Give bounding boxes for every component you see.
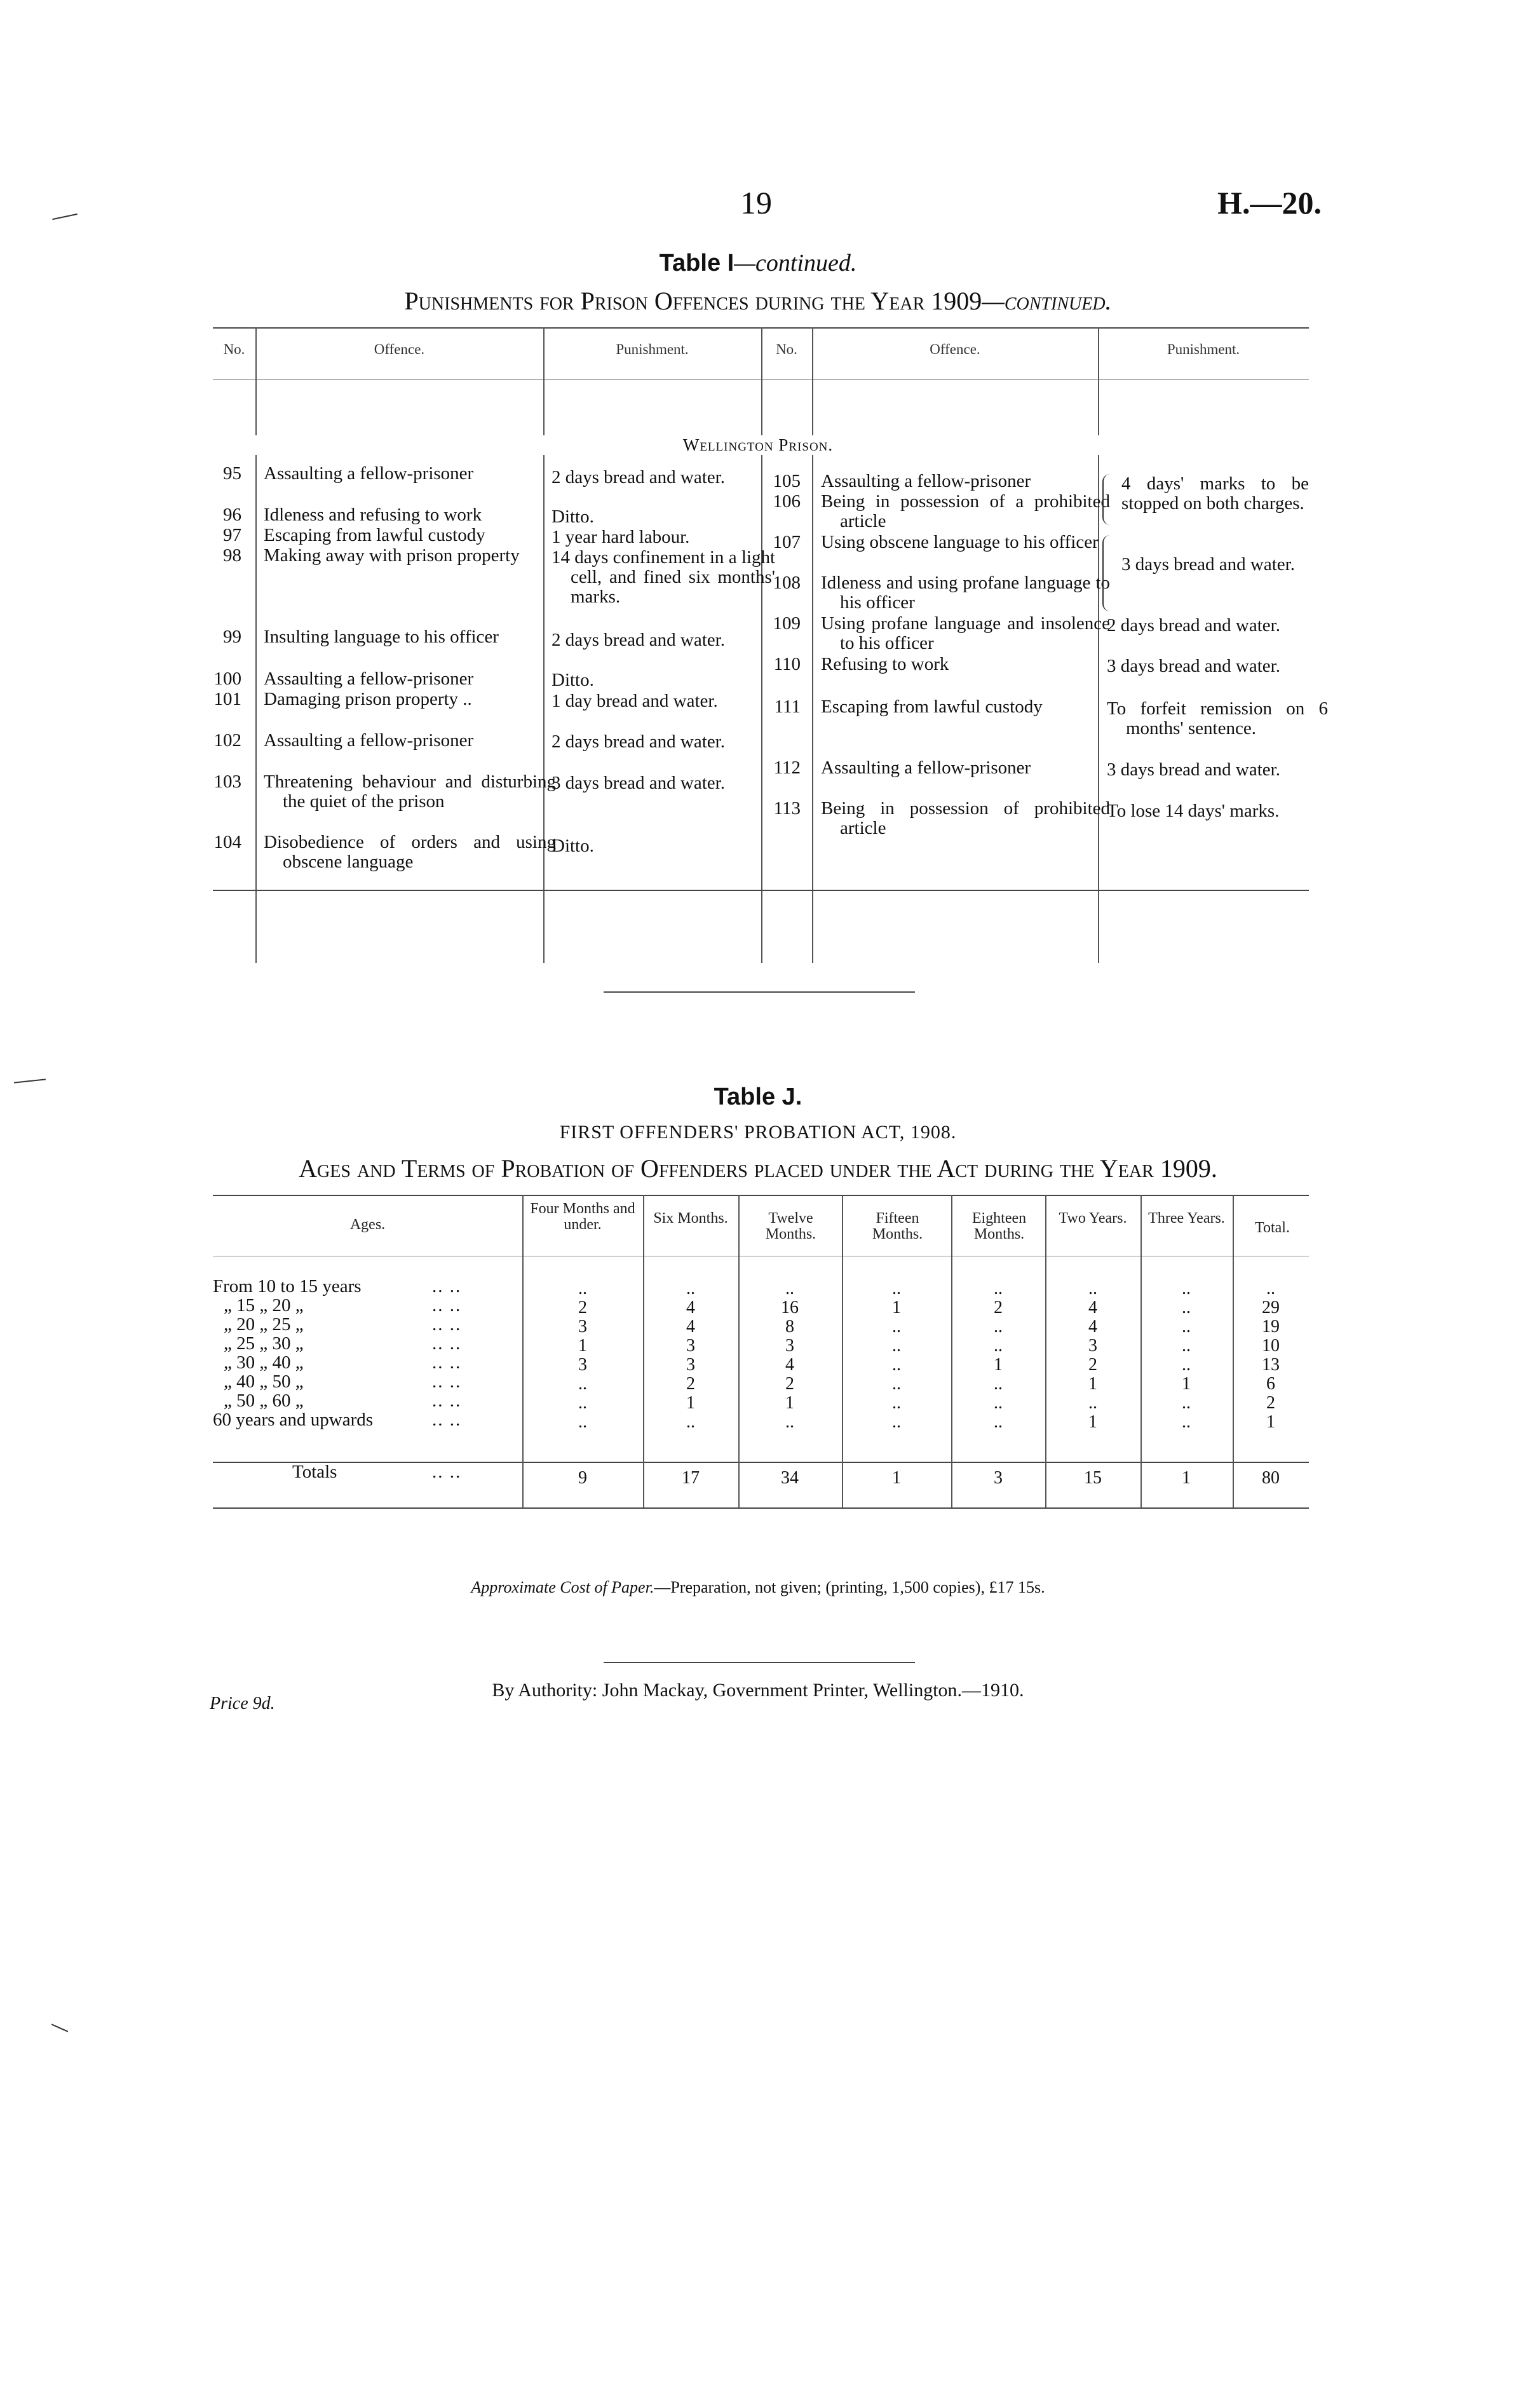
brace-mark bbox=[1102, 535, 1110, 611]
value-cell: 13 bbox=[1262, 1355, 1280, 1375]
punishment-cell: Ditto. bbox=[552, 507, 594, 527]
value-cell: 4 bbox=[686, 1298, 695, 1317]
table-j-divider bbox=[1233, 1195, 1234, 1507]
value-cell: .. bbox=[1182, 1317, 1191, 1337]
row-number: 96 bbox=[223, 505, 241, 525]
col-header-fifteen-months: Fifteen Months. bbox=[872, 1210, 923, 1242]
separator-rule bbox=[604, 991, 915, 993]
age-label: „ 30 „ 40 „ bbox=[224, 1352, 304, 1373]
section-heading: Wellington Prison. bbox=[0, 435, 1516, 455]
leader-dots: .. .. bbox=[432, 1295, 462, 1316]
value-cell: .. bbox=[1182, 1279, 1191, 1298]
value-cell: .. bbox=[892, 1374, 901, 1394]
col-header-no: No. bbox=[223, 341, 245, 357]
total-cell: 1 bbox=[892, 1468, 901, 1488]
age-label: „ 15 „ 20 „ bbox=[224, 1295, 304, 1316]
table-j-divider bbox=[738, 1195, 740, 1507]
row-number: 113 bbox=[773, 798, 801, 819]
value-cell: 10 bbox=[1262, 1336, 1280, 1356]
value-cell: .. bbox=[1182, 1336, 1191, 1356]
leader-dots: .. .. bbox=[432, 1410, 462, 1430]
value-cell: .. bbox=[578, 1412, 587, 1432]
value-cell: 1 bbox=[1182, 1374, 1191, 1394]
col-header-offence: Offence. bbox=[930, 341, 980, 357]
row-number: 109 bbox=[773, 613, 801, 634]
scan-mark bbox=[51, 2024, 68, 2032]
punishment-cell: 2 days bread and water. bbox=[1107, 615, 1280, 636]
age-label: 60 years and upwards bbox=[213, 1410, 374, 1430]
value-cell: 4 bbox=[785, 1355, 794, 1375]
col-header-four-months: Four Months and under. bbox=[530, 1201, 635, 1233]
value-cell: .. bbox=[1266, 1279, 1275, 1298]
total-cell: 1 bbox=[1182, 1468, 1191, 1488]
value-cell: 3 bbox=[686, 1336, 695, 1356]
offence-cell: Being in possession of prohibited article bbox=[821, 798, 1110, 838]
scan-mark bbox=[14, 1078, 46, 1083]
leader-dots: .. .. bbox=[432, 1371, 462, 1392]
leader-dots: .. .. bbox=[432, 1462, 462, 1482]
table-j-title: Table J. bbox=[714, 1084, 802, 1110]
punishment-cell: 2 days bread and water. bbox=[552, 731, 725, 752]
col-header-three-years: Three Years. bbox=[1148, 1210, 1225, 1227]
row-number: 95 bbox=[223, 463, 241, 484]
value-cell: .. bbox=[994, 1374, 1003, 1394]
offence-cell: Assaulting a fellow-prisoner bbox=[821, 471, 1031, 491]
value-cell: .. bbox=[785, 1279, 794, 1298]
value-cell: .. bbox=[892, 1393, 901, 1413]
age-label: From 10 to 15 years bbox=[213, 1276, 362, 1296]
price-note: Price 9d. bbox=[210, 1694, 275, 1713]
separator-rule bbox=[604, 1662, 915, 1663]
age-label: „ 50 „ 60 „ bbox=[224, 1391, 304, 1411]
value-cell: .. bbox=[892, 1355, 901, 1375]
offence-cell: Insulting language to his officer bbox=[264, 627, 499, 647]
value-cell: .. bbox=[994, 1279, 1003, 1298]
scan-mark bbox=[52, 214, 78, 220]
punishment-cell: 3 days bread and water. bbox=[1107, 759, 1280, 780]
row-number: 99 bbox=[223, 627, 241, 647]
value-cell: .. bbox=[994, 1393, 1003, 1413]
offence-cell: Using obscene language to his officer bbox=[821, 532, 1099, 552]
page-number: 19 bbox=[740, 185, 772, 221]
leader-dots: .. .. bbox=[432, 1352, 462, 1373]
col-header-no: No. bbox=[776, 341, 797, 357]
total-cell: 80 bbox=[1262, 1468, 1280, 1488]
row-number: 100 bbox=[213, 669, 241, 689]
offence-cell: Threatening behaviour and disturbing the quiet of the prison bbox=[264, 772, 556, 812]
value-cell: 1 bbox=[578, 1336, 587, 1356]
value-cell: .. bbox=[1182, 1412, 1191, 1432]
offence-cell: Escaping from lawful custody bbox=[264, 525, 485, 545]
value-cell: 29 bbox=[1262, 1298, 1280, 1317]
table-j-subtitle: Ages and Terms of Probation of Offenders placed under the Act during the Year 1909. bbox=[299, 1154, 1217, 1183]
row-number: 111 bbox=[774, 697, 801, 717]
row-number: 98 bbox=[223, 545, 241, 566]
value-cell: 4 bbox=[686, 1317, 695, 1337]
value-cell: .. bbox=[892, 1336, 901, 1356]
offence-cell: Assaulting a fellow-prisoner bbox=[264, 669, 474, 689]
value-cell: .. bbox=[686, 1412, 695, 1432]
value-cell: 2 bbox=[785, 1374, 794, 1394]
offence-cell: Idleness and using profane language to his officer bbox=[821, 573, 1110, 613]
value-cell: .. bbox=[1182, 1298, 1191, 1317]
punishment-cell: 3 days bread and water. bbox=[552, 773, 725, 793]
punishment-cell: 1 year hard labour. bbox=[552, 527, 690, 547]
table-j-divider bbox=[1045, 1195, 1046, 1507]
col-header-offence: Offence. bbox=[374, 341, 425, 357]
value-cell: 4 bbox=[1088, 1298, 1097, 1317]
value-cell: 1 bbox=[892, 1298, 901, 1317]
row-number: 104 bbox=[213, 832, 241, 852]
table-i-title: Table I—continued. bbox=[659, 250, 857, 276]
leader-dots: .. .. bbox=[432, 1391, 462, 1411]
punishment-cell: Ditto. bbox=[552, 670, 594, 690]
value-cell: .. bbox=[994, 1317, 1003, 1337]
row-number: 110 bbox=[773, 654, 801, 674]
value-cell: 2 bbox=[686, 1374, 695, 1394]
value-cell: 16 bbox=[781, 1298, 799, 1317]
value-cell: 1 bbox=[1088, 1374, 1097, 1394]
value-cell: 3 bbox=[578, 1355, 587, 1375]
value-cell: 3 bbox=[686, 1355, 695, 1375]
row-number: 103 bbox=[213, 772, 241, 792]
table-j-divider bbox=[951, 1195, 952, 1507]
col-header-punishment: Punishment. bbox=[616, 341, 689, 357]
col-header-punishment: Punishment. bbox=[1167, 341, 1240, 357]
offence-cell: Escaping from lawful custody bbox=[821, 697, 1043, 717]
table-j-divider bbox=[643, 1195, 644, 1507]
value-cell: 2 bbox=[1266, 1393, 1275, 1413]
row-number: 102 bbox=[213, 730, 241, 751]
value-cell: .. bbox=[1088, 1393, 1097, 1413]
col-header-eighteen-months: Eighteen Months. bbox=[971, 1210, 1027, 1242]
totals-rule bbox=[213, 1462, 1309, 1463]
value-cell: 1 bbox=[785, 1393, 794, 1413]
value-cell: .. bbox=[1088, 1279, 1097, 1298]
table-i-divider bbox=[812, 327, 813, 963]
cost-note: Approximate Cost of Paper.—Preparation, not given; (printing, 1,500 copies), £17 15s. bbox=[471, 1578, 1045, 1596]
offence-cell: Idleness and refusing to work bbox=[264, 505, 482, 525]
punishment-cell: 2 days bread and water. bbox=[552, 467, 725, 487]
authority-line: By Authority: John Mackay, Government Printer, Wellington.—1910. bbox=[492, 1680, 1024, 1701]
table-j-bottom-rule bbox=[213, 1507, 1309, 1509]
offence-cell: Refusing to work bbox=[821, 654, 949, 674]
value-cell: .. bbox=[578, 1279, 587, 1298]
table-i-divider bbox=[255, 327, 257, 963]
value-cell: .. bbox=[892, 1412, 901, 1432]
age-label: „ 40 „ 50 „ bbox=[224, 1371, 304, 1392]
age-label: „ 20 „ 25 „ bbox=[224, 1314, 304, 1335]
offence-cell: Using profane language and insolence to his officer bbox=[821, 613, 1110, 653]
row-number: 112 bbox=[773, 758, 801, 778]
value-cell: 1 bbox=[994, 1355, 1003, 1375]
col-header-six-months: Six Months. bbox=[653, 1210, 728, 1227]
punishment-cell: To forfeit remission on 6 months' sentence. bbox=[1107, 698, 1328, 738]
value-cell: .. bbox=[1182, 1393, 1191, 1413]
leader-dots: .. .. bbox=[432, 1314, 462, 1335]
value-cell: 3 bbox=[785, 1336, 794, 1356]
brace-mark bbox=[1102, 474, 1110, 525]
row-number: 107 bbox=[773, 532, 801, 552]
punishment-cell: 3 days bread and water. bbox=[1107, 656, 1280, 676]
row-number: 105 bbox=[773, 471, 801, 491]
table-j-divider bbox=[1140, 1195, 1142, 1507]
punishment-cell: 1 day bread and water. bbox=[552, 691, 718, 711]
offence-cell: Assaulting a fellow-prisoner bbox=[264, 463, 474, 484]
value-cell: 8 bbox=[785, 1317, 794, 1337]
value-cell: 19 bbox=[1262, 1317, 1280, 1337]
offence-cell: Being in possession of a prohibited article bbox=[821, 491, 1110, 531]
punishment-cell: Ditto. bbox=[552, 836, 594, 856]
value-cell: .. bbox=[686, 1279, 695, 1298]
value-cell: .. bbox=[578, 1393, 587, 1413]
offence-cell: Disobedience of orders and using obscene language bbox=[264, 832, 556, 872]
total-cell: 15 bbox=[1084, 1468, 1102, 1488]
value-cell: .. bbox=[1182, 1355, 1191, 1375]
value-cell: .. bbox=[994, 1336, 1003, 1356]
row-number: 108 bbox=[773, 573, 801, 593]
value-cell: 1 bbox=[686, 1393, 695, 1413]
offence-cell: Making away with prison property bbox=[264, 545, 520, 566]
value-cell: 2 bbox=[578, 1298, 587, 1317]
offence-cell: Damaging prison property .. bbox=[264, 689, 472, 709]
col-header-twelve-months: Twelve Months. bbox=[765, 1210, 816, 1242]
row-number: 97 bbox=[223, 525, 241, 545]
col-header-total: Total. bbox=[1255, 1220, 1290, 1236]
braced-punishment: 3 days bread and water. bbox=[1121, 554, 1295, 575]
age-label: „ 25 „ 30 „ bbox=[224, 1333, 304, 1354]
offence-cell: Assaulting a fellow-prisoner bbox=[264, 730, 474, 751]
leader-dots: .. .. bbox=[432, 1276, 462, 1296]
value-cell: .. bbox=[892, 1279, 901, 1298]
value-cell: 6 bbox=[1266, 1374, 1275, 1394]
value-cell: .. bbox=[785, 1412, 794, 1432]
col-header-ages: Ages. bbox=[349, 1216, 386, 1233]
table-j-act: FIRST OFFENDERS' PROBATION ACT, 1908. bbox=[559, 1122, 957, 1143]
value-cell: .. bbox=[892, 1317, 901, 1337]
value-cell: 1 bbox=[1088, 1412, 1097, 1432]
document-reference: H.—20. bbox=[1217, 185, 1322, 221]
punishment-cell: 2 days bread and water. bbox=[552, 630, 725, 650]
value-cell: .. bbox=[578, 1374, 587, 1394]
total-cell: 3 bbox=[994, 1468, 1003, 1488]
value-cell: 3 bbox=[1088, 1336, 1097, 1356]
punishment-cell: 14 days confinement in a light cell, and fined six months' marks. bbox=[552, 547, 775, 607]
value-cell: .. bbox=[994, 1412, 1003, 1432]
value-cell: 3 bbox=[578, 1317, 587, 1337]
row-number: 106 bbox=[773, 491, 801, 512]
leader-dots: .. .. bbox=[432, 1333, 462, 1354]
table-j-top-rule bbox=[213, 1195, 1309, 1196]
value-cell: 1 bbox=[1266, 1412, 1275, 1432]
table-i-subtitle: Punishments for Prison Offences during the Year 1909—continued. bbox=[404, 287, 1112, 315]
total-cell: 34 bbox=[781, 1468, 799, 1488]
table-j-divider bbox=[842, 1195, 843, 1507]
table-i-bottom-rule bbox=[213, 890, 1309, 891]
value-cell: 2 bbox=[994, 1298, 1003, 1317]
col-header-two-years: Two Years. bbox=[1059, 1210, 1127, 1227]
total-cell: 17 bbox=[682, 1468, 700, 1488]
offence-cell: Assaulting a fellow-prisoner bbox=[821, 758, 1031, 778]
row-number: 101 bbox=[213, 689, 241, 709]
value-cell: 4 bbox=[1088, 1317, 1097, 1337]
table-j-divider bbox=[522, 1195, 524, 1507]
value-cell: 2 bbox=[1088, 1355, 1097, 1375]
total-cell: 9 bbox=[578, 1468, 587, 1488]
punishment-cell: To lose 14 days' marks. bbox=[1107, 801, 1280, 821]
totals-label: Totals bbox=[292, 1462, 337, 1482]
braced-punishment: 4 days' marks to be stopped on both charges. bbox=[1121, 473, 1309, 514]
